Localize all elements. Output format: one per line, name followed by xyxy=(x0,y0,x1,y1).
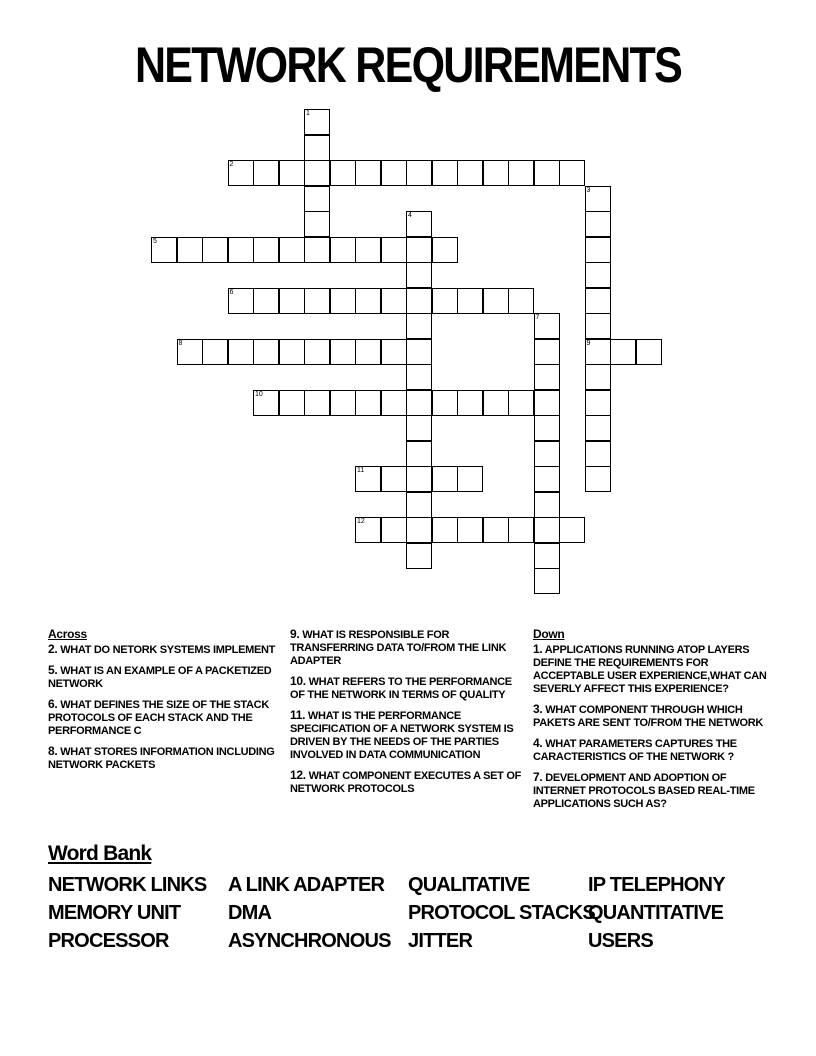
word-bank-item: PROTOCOL STACKS xyxy=(408,902,595,924)
grid-cell[interactable] xyxy=(483,160,509,186)
word-bank-item: DMA xyxy=(228,902,272,924)
grid-cell[interactable] xyxy=(585,262,611,288)
grid-cell[interactable] xyxy=(355,466,381,492)
grid-cell[interactable] xyxy=(330,237,356,263)
grid-cell[interactable] xyxy=(279,339,305,365)
down-heading: Down xyxy=(533,627,565,641)
grid-cell[interactable] xyxy=(381,160,407,186)
cell-number: 9 xyxy=(586,339,591,347)
grid-cell[interactable] xyxy=(432,160,458,186)
grid-cell[interactable] xyxy=(304,339,330,365)
clue-down-4: 4. WHAT PARAMETERS CAPTURES THE CARACTERISTICS OF THE NETWORK ? xyxy=(533,736,737,763)
grid-cell[interactable] xyxy=(457,390,483,416)
grid-cell[interactable] xyxy=(508,390,534,416)
grid-cell[interactable] xyxy=(381,390,407,416)
cell-number: 11 xyxy=(357,467,365,474)
grid-cell[interactable] xyxy=(253,339,279,365)
grid-cell[interactable] xyxy=(585,390,611,416)
grid-cell[interactable] xyxy=(559,517,585,543)
grid-cell[interactable] xyxy=(355,237,381,263)
grid-cell[interactable] xyxy=(304,390,330,416)
grid-cell[interactable] xyxy=(585,288,611,314)
grid-cell[interactable] xyxy=(406,288,432,314)
grid-cell[interactable] xyxy=(177,339,203,365)
word-bank-item: QUALITATIVE xyxy=(408,874,530,896)
grid-cell[interactable] xyxy=(330,160,356,186)
grid-cell[interactable] xyxy=(228,288,254,314)
word-bank-item: USERS xyxy=(588,930,653,952)
cell-number: 10 xyxy=(255,390,263,398)
grid-cell[interactable] xyxy=(381,288,407,314)
grid-cell[interactable] xyxy=(406,262,432,288)
grid-cell[interactable] xyxy=(304,237,330,263)
grid-cell[interactable] xyxy=(406,237,432,263)
across-clues-col2 xyxy=(290,628,524,803)
grid-cell[interactable] xyxy=(432,237,458,263)
grid-cell[interactable] xyxy=(534,339,560,365)
word-bank-item: ASYNCHRONOUS xyxy=(228,930,391,952)
grid-cell[interactable] xyxy=(355,517,381,543)
cell-number: 7 xyxy=(535,314,540,321)
grid-cell[interactable] xyxy=(355,390,381,416)
grid-cell[interactable] xyxy=(457,160,483,186)
grid-cell[interactable] xyxy=(406,492,432,518)
grid-cell[interactable] xyxy=(457,466,483,492)
grid-cell[interactable] xyxy=(330,288,356,314)
clue-across-9: 9. WHAT IS RESPONSIBLE FOR TRANSFERRING DATA TO/FROM THE LINK ADAPTER xyxy=(290,627,507,667)
grid-cell[interactable] xyxy=(585,211,611,237)
grid-cell[interactable] xyxy=(406,441,432,467)
grid-cell[interactable] xyxy=(406,517,432,543)
grid-cell[interactable] xyxy=(406,339,432,365)
clue-across-2: 2. WHAT DO NETORK SYSTEMS IMPLEMENT xyxy=(48,642,276,656)
clue-across-5: 5. WHAT IS AN EXAMPLE OF A PACKETIZED NETWORK xyxy=(48,663,272,690)
grid-cell[interactable] xyxy=(304,211,330,237)
grid-cell[interactable] xyxy=(228,160,254,186)
grid-cell[interactable] xyxy=(534,543,560,569)
grid-cell[interactable] xyxy=(534,160,560,186)
grid-cell[interactable] xyxy=(432,288,458,314)
across-heading: Across xyxy=(48,627,87,641)
grid-cell[interactable] xyxy=(381,339,407,365)
grid-cell[interactable] xyxy=(406,364,432,390)
clue-across-11: 11. WHAT IS THE PERFORMANCE SPECIFICATION OF A NETWORK SYSTEM IS DRIVEN BY THE NEEDS OF THE PARTIES INVOLVED IN DATA COMMUNICATION xyxy=(290,708,514,761)
grid-cell[interactable] xyxy=(534,390,560,416)
cell-number: 5 xyxy=(153,237,157,245)
clue-down-7: 7. DEVELOPMENT AND ADOPTION OF INTERNET PROTOCOLS BASED REAL-TIME APPLICATIONS SUCH AS? xyxy=(533,770,755,810)
grid-cell[interactable] xyxy=(151,237,177,263)
grid-cell[interactable] xyxy=(483,390,509,416)
grid-cell[interactable] xyxy=(330,390,356,416)
grid-cell[interactable] xyxy=(585,415,611,441)
grid-cell[interactable] xyxy=(202,339,228,365)
grid-cell[interactable] xyxy=(304,135,330,161)
grid-cell[interactable] xyxy=(534,466,560,492)
clue-across-8: 8. WHAT STORES INFORMATION INCLUDING NETWORK PACKETS xyxy=(48,744,275,771)
grid-cell[interactable] xyxy=(534,415,560,441)
word-bank-item: MEMORY UNIT xyxy=(48,902,181,924)
cell-number: 6 xyxy=(229,288,234,296)
grid-cell[interactable] xyxy=(381,466,407,492)
grid-cell[interactable] xyxy=(253,160,279,186)
grid-cell[interactable] xyxy=(279,237,305,263)
grid-cell[interactable] xyxy=(202,237,228,263)
grid-cell[interactable] xyxy=(585,186,611,212)
grid-cell[interactable] xyxy=(228,237,254,263)
grid-cell[interactable] xyxy=(279,288,305,314)
grid-cell[interactable] xyxy=(508,160,534,186)
grid-cell[interactable] xyxy=(304,186,330,212)
cell-number: 3 xyxy=(586,186,591,194)
grid-cell[interactable] xyxy=(177,237,203,263)
cell-number: 8 xyxy=(178,339,183,347)
grid-cell[interactable] xyxy=(355,339,381,365)
grid-cell[interactable] xyxy=(406,390,432,416)
grid-cell[interactable] xyxy=(330,339,356,365)
grid-cell[interactable] xyxy=(534,313,560,339)
grid-cell[interactable] xyxy=(432,466,458,492)
grid-cell[interactable] xyxy=(406,466,432,492)
cell-number: 1 xyxy=(306,110,310,117)
word-bank-item: IP TELEPHONY xyxy=(588,874,725,896)
word-bank-item: A LINK ADAPTER xyxy=(228,874,385,896)
grid-cell[interactable] xyxy=(534,517,560,543)
grid-cell[interactable] xyxy=(406,160,432,186)
clue-down-1: 1. APPLICATIONS RUNNING ATOP LAYERS DEFINE THE REQUIREMENTS FOR ACCEPTABLE USER EXPERIENCE,WHAT CAN SEVERLY AFFECT THIS EXPERIENCE? xyxy=(533,642,767,695)
grid-cell[interactable] xyxy=(253,288,279,314)
cell-number: 12 xyxy=(357,518,365,525)
grid-cell[interactable] xyxy=(253,390,279,416)
word-bank-item: JITTER xyxy=(408,930,473,952)
cell-number: 2 xyxy=(229,161,234,168)
clue-down-3: 3. WHAT COMPONENT THROUGH WHICH PAKETS ARE SENT TO/FROM THE NETWORK xyxy=(533,702,764,729)
grid-cell[interactable] xyxy=(534,568,560,594)
grid-cell[interactable] xyxy=(610,339,636,365)
grid-cell[interactable] xyxy=(585,466,611,492)
grid-cell[interactable] xyxy=(381,237,407,263)
grid-cell[interactable] xyxy=(585,441,611,467)
grid-cell[interactable] xyxy=(585,237,611,263)
grid-cell[interactable] xyxy=(355,288,381,314)
grid-cell[interactable] xyxy=(508,517,534,543)
grid-cell[interactable] xyxy=(432,390,458,416)
grid-cell[interactable] xyxy=(381,517,407,543)
grid-cell[interactable] xyxy=(585,364,611,390)
grid-cell[interactable] xyxy=(432,517,458,543)
grid-cell[interactable] xyxy=(304,288,330,314)
grid-cell[interactable] xyxy=(483,517,509,543)
page-title: NETWORK REQUIREMENTS xyxy=(134,37,682,93)
clue-across-12: 12. WHAT COMPONENT EXECUTES A SET OF NETWORK PROTOCOLS xyxy=(290,768,522,795)
grid-cell[interactable] xyxy=(279,160,305,186)
down-clues xyxy=(533,628,767,818)
grid-cell[interactable] xyxy=(585,339,611,365)
grid-cell[interactable] xyxy=(406,543,432,569)
grid-cell[interactable] xyxy=(406,211,432,237)
clue-across-10: 10. WHAT REFERS TO THE PERFORMANCE OF THE NETWORK IN TERMS OF QUALITY xyxy=(290,674,512,701)
grid-cell[interactable] xyxy=(457,517,483,543)
grid-cell[interactable] xyxy=(406,313,432,339)
grid-cell[interactable] xyxy=(483,288,509,314)
grid-cell[interactable] xyxy=(559,160,585,186)
grid-cell[interactable] xyxy=(406,415,432,441)
word-bank-item: PROCESSOR xyxy=(48,930,169,952)
grid-cell[interactable] xyxy=(279,390,305,416)
grid-cell[interactable] xyxy=(304,109,330,135)
grid-cell[interactable] xyxy=(534,364,560,390)
grid-cell[interactable] xyxy=(457,288,483,314)
grid-cell[interactable] xyxy=(585,313,611,339)
clue-across-6: 6. WHAT DEFINES THE SIZE OF THE STACK PROTOCOLS OF EACH STACK AND THE PERFORMANCE C xyxy=(48,697,269,737)
word-bank-title: Word Bank xyxy=(48,842,152,865)
grid-cell[interactable] xyxy=(253,237,279,263)
grid-cell[interactable] xyxy=(228,339,254,365)
word-bank-item: QUANTITATIVE xyxy=(588,902,724,924)
grid-cell[interactable] xyxy=(534,441,560,467)
grid-cell[interactable] xyxy=(636,339,662,365)
grid-cell[interactable] xyxy=(508,288,534,314)
grid-cell[interactable] xyxy=(304,160,330,186)
grid-cell[interactable] xyxy=(534,492,560,518)
word-bank-item: NETWORK LINKS xyxy=(48,874,207,896)
cell-number: 4 xyxy=(408,212,412,219)
grid-cell[interactable] xyxy=(355,160,381,186)
across-clues-col1 xyxy=(48,628,282,779)
